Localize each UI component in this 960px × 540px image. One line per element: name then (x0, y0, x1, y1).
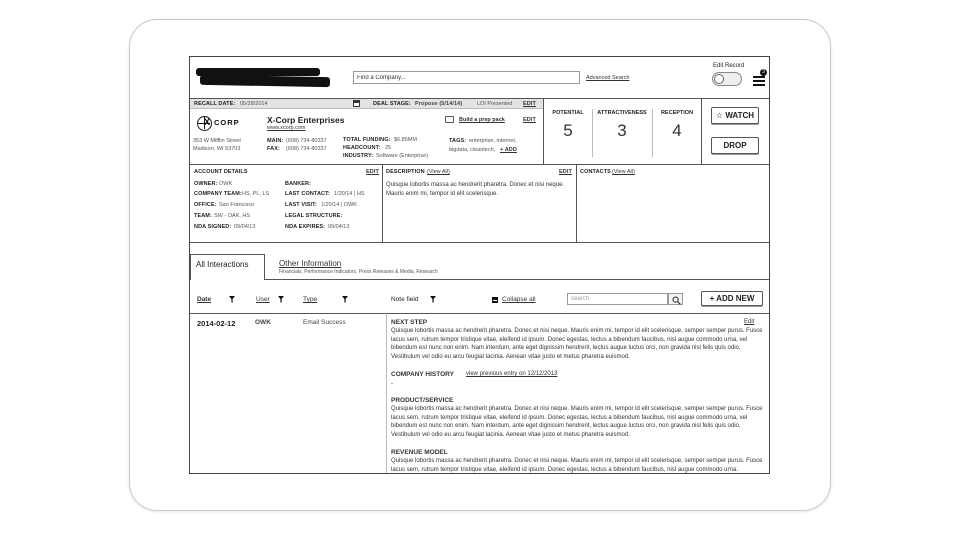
company-history-heading: COMPANY HISTORY (391, 371, 454, 378)
description-view-all-link[interactable]: (View All) (427, 169, 450, 175)
tab-all-interactions[interactable] (190, 254, 265, 280)
deal-stage-extra: LOI Presented (477, 101, 513, 107)
prep-pack-icon[interactable] (445, 116, 454, 123)
entry-type: Email Success (303, 319, 346, 326)
notification-badge: 3 (760, 69, 767, 76)
description-edit-link[interactable]: EDIT (559, 169, 572, 175)
entry-user: OWK (255, 319, 271, 326)
banker-label: BANKER: (285, 181, 312, 187)
fax-label: FAX: (267, 146, 280, 152)
account-details-title: ACCOUNT DETAILS (194, 169, 248, 175)
potential-title: POTENTIAL (552, 110, 584, 116)
company-search-input[interactable] (353, 71, 580, 84)
entry-edit-link[interactable]: Edit (744, 319, 755, 325)
nda-signed-label: NDA SIGNED: (194, 224, 232, 230)
address-line2: Madison, WI 53703 (193, 146, 241, 152)
owner-value: OWK (219, 181, 233, 187)
tab-other-information[interactable]: Other Information (279, 259, 342, 268)
company-history-empty: - (391, 381, 393, 387)
total-funding-value: $6.85MM (394, 137, 417, 143)
next-step-heading: NEXT STEP (391, 319, 428, 326)
reception-score: 4 (672, 121, 682, 140)
company-logo-x: X (204, 117, 211, 127)
drop-button[interactable]: DROP (711, 137, 759, 154)
collapse-icon[interactable] (492, 297, 498, 303)
company-name: X-Corp Enterprises (267, 115, 345, 125)
contacts-view-all-link[interactable]: (View All) (612, 169, 635, 175)
deal-stage-edit-link[interactable]: EDIT (523, 101, 536, 107)
attractiveness-score: 3 (617, 121, 627, 140)
last-contact-value: 1/20/14 | HS (334, 191, 365, 197)
revenue-model-heading: REVENUE MODEL (391, 449, 448, 456)
headcount-label: HEADCOUNT: (343, 145, 381, 151)
main-phone-label: MAIN: (267, 138, 284, 144)
account-edit-link[interactable]: EDIT (366, 169, 379, 175)
total-funding-label: TOTAL FUNDING: (343, 137, 391, 143)
team-value: SW - OAK, HS (214, 213, 251, 219)
headcount-value: 25 (385, 145, 392, 151)
industry-label: INDUSTRY: (343, 153, 374, 159)
company-website-link[interactable]: www.xcorp.com (267, 125, 306, 131)
advanced-search-link[interactable]: Advanced Search (586, 75, 630, 81)
next-step-text: Quisque lobortis massa ac hendrerit pharetra. Donec et nisi neque. Mauris enim mi, tempor id elit scelerisque, semper semper purus. Fusce lacus sem, rutrum tempor tristique vitae, eleifend id ipsum. Donec egestas, lectus a bibendum faucibus, nisl augue commodo urna, vel bibendum est nunc non enim. Nam interdum, ante eget dignissim hendrerit, lectus augue luctus orci, non gravida nisl felis quis odio. Vestibulum vel odio eu arcu feugiat lacinia. Aenean vitae justo et metus pharetra euismod. (391, 328, 763, 361)
main-phone-value: (608) 734-80337 (286, 138, 327, 144)
add-tag-link[interactable]: + ADD (500, 147, 517, 153)
reception-title: RECEPTION (660, 110, 694, 116)
tab-all-interactions-label: All Interactions (196, 260, 249, 269)
user-filter-icon[interactable] (278, 296, 284, 303)
search-icon (672, 296, 681, 305)
interactions-search-input[interactable] (567, 293, 668, 305)
tags-label: TAGS: (449, 138, 467, 144)
office-label: OFFICE: (194, 202, 217, 208)
add-new-button[interactable]: + ADD NEW (701, 291, 763, 306)
toggle-knob (714, 74, 724, 84)
nda-expires-value: 09/04/13 (328, 224, 350, 230)
deal-stage-label: DEAL STAGE: (373, 101, 411, 107)
tab-other-information-subtitle: Financials, Performance Indicators, Press Releases & Media, Research (279, 269, 438, 275)
search-button[interactable] (668, 293, 683, 305)
date-filter-icon[interactable] (229, 296, 235, 303)
contacts-title: CONTACTS (580, 169, 611, 175)
owner-label: OWNER: (194, 181, 218, 187)
column-note-header: Note field (391, 296, 419, 303)
recall-date-label: RECALL DATE: (194, 101, 236, 107)
last-visit-label: LAST VISIT: (285, 202, 317, 208)
edit-record-label: Edit Record (713, 63, 745, 69)
product-service-text: Quisque lobortis massa ac hendrerit pharetra. Donec et nisi neque. Mauris enim mi, tempor id elit scelerisque, semper semper purus. Fusce lacus sem, rutrum tempor tristique vitae, eleifend id ipsum. Donec egestas, lectus a bibendum faucibus, nisl augue commodo urna, vel bibendum est nunc non enim. Nam interdum, ante eget dignissim hendrerit, lectus augue luctus orci, non gravida nisl felis quis odio. Vestibulum vel odio eu arcu feugiat lacinia. Aenean vitae justo et metus pharetra euismod. (391, 406, 763, 439)
product-service-heading: PRODUCT/SERVICE (391, 397, 454, 404)
company-edit-link[interactable]: EDIT (523, 117, 536, 123)
office-value: San Francisco (219, 202, 255, 208)
column-user-header[interactable]: User (256, 296, 270, 303)
recall-date-value: 05/28/2014 (240, 101, 268, 107)
column-type-header[interactable]: Type (303, 296, 318, 303)
address-line1: 353 W Mifflin Street (193, 138, 241, 144)
tags-line2: bigdata, cleantech, (449, 147, 496, 153)
collapse-all-link[interactable]: Collapse all (502, 296, 536, 303)
potential-score: 5 (563, 121, 573, 140)
fax-value: (608) 734-80337 (286, 146, 327, 152)
edit-record-toggle[interactable] (712, 72, 742, 86)
description-text: Quisque lobortis massa ac hendrerit pharetra. Donec et nisi neque. Mauris enim mi, tempor id elit scelerisque. (386, 182, 565, 197)
redacted-title (200, 75, 330, 87)
deal-stage-value: Propose (5/14/14) (415, 101, 463, 107)
company-team-value: HS, PL, LS (242, 191, 270, 197)
nda-expires-label: NDA EXPIRES: (285, 224, 326, 230)
description-title: DESCRIPTION (386, 169, 425, 175)
company-team-label: COMPANY TEAM: (194, 191, 242, 197)
build-prep-pack-link[interactable]: Build a prep pack (459, 117, 505, 123)
view-previous-entry-link[interactable]: view previous entry on 12/12/2013 (466, 371, 558, 377)
tags-line1: enterprise, internet, (469, 138, 517, 144)
attractiveness-title: ATTRACTIVENESS (597, 110, 647, 116)
note-filter-icon[interactable] (430, 296, 436, 303)
industry-value: Software (Enterprise) (376, 153, 428, 159)
watch-button[interactable]: ☆ WATCH (711, 107, 759, 124)
last-visit-value: 1/20/14 | OWK (321, 202, 357, 208)
company-logo-text: CORP (214, 118, 240, 127)
type-filter-icon[interactable] (342, 296, 348, 303)
column-date-header[interactable]: Date (197, 296, 212, 303)
legal-structure-label: LEGAL STRUCTURE: (285, 213, 343, 219)
last-contact-label: LAST CONTACT: (285, 191, 330, 197)
entry-date: 2014-02-12 (197, 319, 236, 328)
nda-signed-value: 09/04/13 (234, 224, 256, 230)
team-label: TEAM: (194, 213, 212, 219)
calendar-icon[interactable] (353, 100, 360, 107)
app-screen (189, 56, 770, 474)
revenue-model-text: Quisque lobortis massa ac hendrerit pharetra. Donec et nisi neque. Mauris enim mi, tempor id elit scelerisque, semper semper purus. Fusce lacus sem, rutrum tempor tristique vitae, eleifend id ipsum. Donec egestas, lectus a bibendum faucibus, nisl augue commodo urna. (391, 458, 763, 473)
